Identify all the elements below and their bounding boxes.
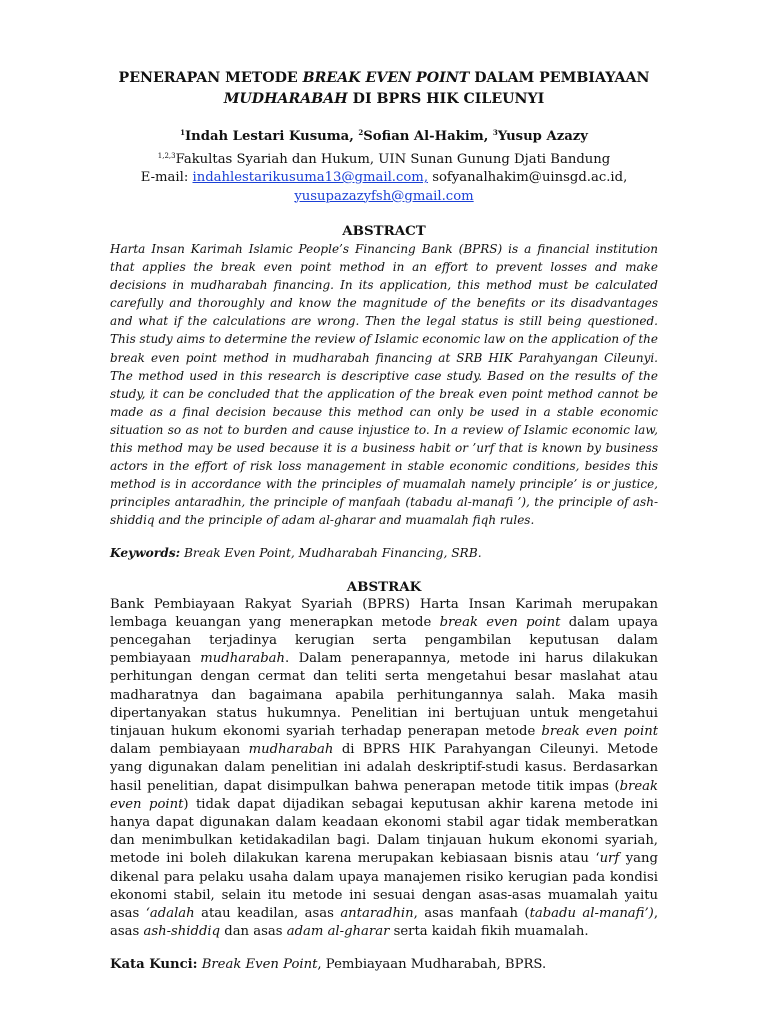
abstrak-body [110, 596, 658, 942]
abstrak-text: , asas manfaah ( [413, 905, 530, 921]
abstrak-heading: ABSTRAK [346, 578, 422, 595]
kata-kunci-italic: Break Even Point [197, 957, 318, 973]
email-link-1[interactable]: indahlestarikusuma13@gmail.com, [192, 170, 429, 185]
keywords-line [110, 544, 658, 562]
abstract-body: Harta Insan Karimah Islamic People’s Financing Bank (BPRS) is a financial institution that applies the break even point method in an effort to prevent losses and make decisions in mudharabah financing. In its application, this method must be calculated carefully and thoroughly and know the magnitude of the benefits or its disadvantages and what if the calculations are wrong. Then the legal status is still being questioned. This study aims to determine the review of Islamic economic law on the application of the break even point method in mudharabah financing at SRB HIK Parahyangan Cileunyi. The method used in this research is descriptive case study. Based on the results of the study, it can be concluded that the application of the break even point method cannot be made as a final decision because this method can only be used in a stable economic situation so as not to burden and cause injustice to. In a review of Islamic economic law, this method may be used because it is a business habit or ’urf that is known by business actors in the effort of risk loss management in stable economic conditions, besides this method is in accordance with the principles of muamalah namely principle’ is or justice, principles antaradhin, the principle of manfaah (tabadu al-manafi ’), the principle of ash-shiddiq and the principle of adam al-gharar and muamalah fiqh rules. [110, 242, 658, 528]
title-text: PENERAPAN METODE [118, 70, 303, 86]
title-line-2 [110, 89, 658, 110]
abstrak-italic: break even point [110, 778, 658, 812]
abstrak-text: ) tidak dapat dijadikan sebagai keputusan akhir karena metode ini hanya dapat digunakan dalam keadaan ekonomi stabil agar tidak memberatkan dan menimbulkan ketidakadilan bagi. Dalam tinjauan hukum ekonomi syariah, metode ini boleh dilakukan karena merupakan kebiasaan bisnis atau ‘ [110, 796, 658, 867]
title-line-1 [110, 68, 658, 89]
affiliation [110, 147, 658, 170]
abstrak-text: di BPRS HIK Parahyangan Cileunyi. Metode yang digunakan dalam penelitian ini adalah deskriptif-studi kasus. Berdasarkan hasil penelitian, dapat disimpulkan bahwa penerapan metode titik impas ( [110, 742, 658, 794]
abstrak-italic: urf [599, 851, 620, 867]
email-link-3[interactable]: yusupazazyfsh@gmail.com [294, 188, 474, 204]
abstract-heading: ABSTRACT [342, 223, 426, 239]
kata-kunci-line [110, 956, 658, 974]
abstrak-text: atau keadilan, asas [194, 905, 341, 921]
kata-kunci-text: , Pembiayaan Mudharabah, BPRS. [317, 957, 547, 973]
email-2: sofyanalhakim@uinsgd.ac.id, [428, 170, 628, 185]
author-3-name: Yusup Azazy [497, 129, 588, 144]
author-names [110, 124, 658, 147]
abstrak-italic: mudharabah [200, 651, 286, 667]
abstrak-italic: tabadu al-manafi’) [529, 905, 654, 921]
affiliation-text: Fakultas Syariah dan Hukum, UIN Sunan Gunung Djati Bandung [175, 151, 611, 167]
affiliation-superscript: 1,2,3 [157, 151, 176, 160]
abstrak-italic: adam al-gharar [286, 924, 390, 940]
abstrak-text: dalam pembiayaan [110, 742, 249, 758]
abstrak-italic: ‘adalah [145, 905, 195, 921]
abstrak-text: dan asas [220, 924, 287, 940]
abstrak-text: . Dalam penerapannya, metode ini harus dilakukan perhitungan dengan cermat dan teliti serta mengetahui besar maslahat atau madharatnya dan bagaimana apabila perhitungannya salah. Maka masih dipertanyakan status hukumnya. Penelitian ini bertujuan untuk mengetahui tinjauan hukum ekonomi syariah terhadap penerapan metode [110, 651, 658, 739]
author-2-superscript: 2 [358, 128, 364, 137]
title-italic-term: BREAK EVEN POINT [302, 70, 470, 86]
abstrak-italic: break even point [439, 614, 561, 630]
author-2-name: Sofian Al-Hakim, [363, 129, 493, 144]
abstrak-italic: break even point [541, 723, 659, 739]
author-1-name: Indah Lestari Kusuma, [184, 129, 359, 144]
abstrak-text: yang dikenal para pelaku usaha dalam upaya manajemen risiko kerugian pada kondisi ekonomi stabil, selain itu metode ini sesuai dengan asas-asas muamalah yaitu asas [110, 851, 658, 921]
email-line-2 [110, 188, 658, 207]
author-3-superscript: 3 [492, 128, 498, 137]
abstrak-italic: antaradhin [340, 905, 414, 921]
email-label: E-mail: [140, 170, 193, 185]
abstrak-text: , asas [110, 905, 659, 940]
abstrak-italic: ash-shiddiq [143, 924, 221, 940]
author-block [110, 124, 658, 206]
abstrak-text: dalam upaya pencegahan terjadinya kerugian serta pengambilan keputusan dalam pembiayaan [110, 614, 659, 667]
paper-title [110, 68, 658, 110]
abstrak-text: Bank Pembiayaan Rakyat Syariah (BPRS) Harta Insan Karimah merupakan lembaga keuangan yang menerapkan metode [110, 596, 658, 630]
title-text: DI BPRS HIK CILEUNYI [347, 91, 545, 107]
title-text: DALAM PEMBIAYAAN [469, 70, 650, 86]
email-line [110, 169, 658, 188]
title-italic-term: MUDHARABAH [223, 91, 348, 107]
keywords-label: Keywords: [110, 545, 181, 560]
abstrak-text: serta kaidah fikih muamalah. [389, 924, 589, 940]
author-1-superscript: 1 [180, 128, 185, 137]
keywords-text: Break Even Point, Mudharabah Financing, SRB. [180, 545, 482, 560]
kata-kunci-label: Kata Kunci: [110, 957, 198, 973]
abstrak-italic: mudharabah [248, 742, 334, 758]
